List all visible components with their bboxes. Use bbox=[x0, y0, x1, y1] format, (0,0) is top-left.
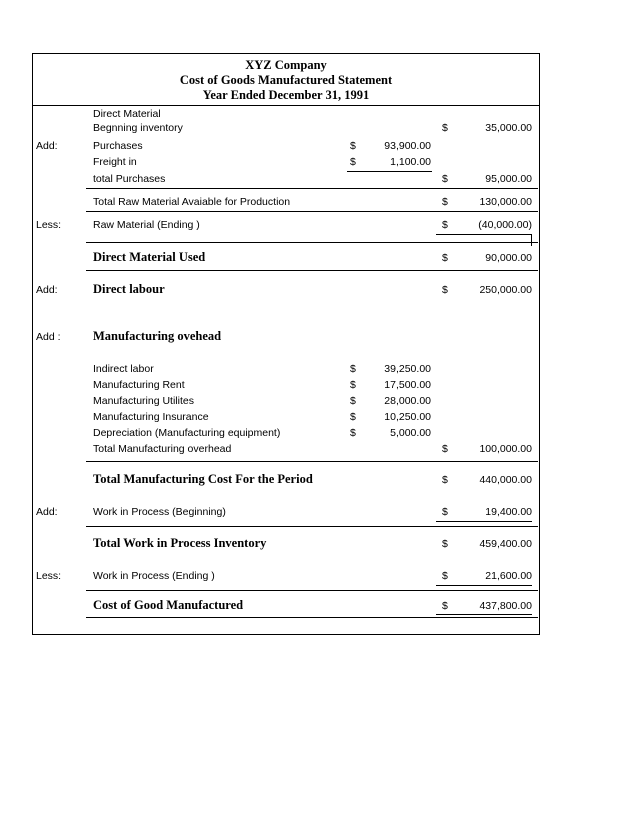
depreciation-amount: 5,000.00 bbox=[390, 427, 431, 439]
company-name: XYZ Company bbox=[245, 58, 327, 72]
total-purchases-label: total Purchases bbox=[93, 173, 166, 185]
freight-in-label: Freight in bbox=[93, 156, 137, 168]
direct-labour-label: Direct labour bbox=[93, 282, 165, 296]
subtotal-underline bbox=[436, 521, 532, 522]
purchases-label: Purchases bbox=[93, 140, 143, 152]
manufacturing-rent-label: Manufacturing Rent bbox=[93, 379, 185, 391]
currency-symbol: $ bbox=[350, 156, 356, 168]
add-prefix: Add : bbox=[36, 331, 61, 343]
wip-beginning-total: 19,400.00 bbox=[485, 506, 532, 518]
currency-symbol: $ bbox=[442, 252, 448, 264]
direct-material-heading: Direct Material bbox=[93, 108, 161, 120]
manufacturing-overhead-label: Manufacturing ovehead bbox=[93, 329, 222, 343]
add-prefix: Add: bbox=[36, 140, 58, 152]
divider bbox=[531, 234, 532, 246]
manufacturing-insurance-amount: 10,250.00 bbox=[384, 411, 431, 423]
direct-labour-total: 250,000.00 bbox=[479, 284, 532, 296]
statement-title: Cost of Goods Manufactured Statement bbox=[179, 73, 393, 87]
currency-symbol: $ bbox=[442, 600, 448, 612]
add-prefix: Add: bbox=[36, 506, 58, 518]
divider bbox=[86, 270, 538, 271]
total-purchases-total: 95,000.00 bbox=[485, 173, 532, 185]
total-wip-total: 459,400.00 bbox=[479, 538, 532, 550]
cogm-total: 437,800.00 bbox=[479, 600, 532, 612]
beginning-inventory-total: 35,000.00 bbox=[485, 122, 532, 134]
currency-symbol: $ bbox=[442, 474, 448, 486]
indirect-labor-label: Indirect labor bbox=[93, 363, 154, 375]
currency-symbol: $ bbox=[442, 122, 448, 134]
currency-symbol: $ bbox=[442, 196, 448, 208]
currency-symbol: $ bbox=[442, 506, 448, 518]
currency-symbol: $ bbox=[442, 219, 448, 231]
subtotal-underline bbox=[436, 234, 532, 235]
beginning-inventory-label: Begnning inventory bbox=[93, 122, 183, 134]
currency-symbol: $ bbox=[350, 395, 356, 407]
less-prefix: Less: bbox=[36, 570, 62, 582]
statement-period: Year Ended December 31, 1991 bbox=[202, 88, 370, 102]
total-overhead-label: Total Manufacturing overhead bbox=[93, 443, 232, 455]
currency-symbol: $ bbox=[350, 411, 356, 423]
divider bbox=[86, 242, 538, 243]
add-prefix: Add: bbox=[36, 284, 58, 296]
currency-symbol: $ bbox=[442, 284, 448, 296]
currency-symbol: $ bbox=[442, 443, 448, 455]
divider bbox=[86, 188, 538, 189]
less-prefix: Less: bbox=[36, 219, 62, 231]
total-manufacturing-cost-label: Total Manufacturing Cost For the Period bbox=[93, 472, 313, 486]
divider bbox=[86, 526, 538, 527]
divider bbox=[86, 211, 538, 212]
total-raw-material-label: Total Raw Material Avaiable for Production bbox=[93, 196, 291, 208]
manufacturing-insurance-label: Manufacturing Insurance bbox=[93, 411, 209, 423]
indirect-labor-amount: 39,250.00 bbox=[384, 363, 431, 375]
raw-material-ending-total: (40,000.00) bbox=[478, 219, 532, 231]
wip-ending-label: Work in Process (Ending ) bbox=[93, 570, 215, 582]
manufacturing-utilities-amount: 28,000.00 bbox=[384, 395, 431, 407]
divider bbox=[86, 461, 538, 462]
manufacturing-rent-amount: 17,500.00 bbox=[384, 379, 431, 391]
wip-ending-total: 21,600.00 bbox=[485, 570, 532, 582]
total-raw-material-total: 130,000.00 bbox=[479, 196, 532, 208]
total-overhead-total: 100,000.00 bbox=[479, 443, 532, 455]
purchases-amount: 93,900.00 bbox=[384, 140, 431, 152]
direct-material-used-label: Direct Material Used bbox=[93, 250, 206, 264]
currency-symbol: $ bbox=[350, 140, 356, 152]
currency-symbol: $ bbox=[442, 538, 448, 550]
currency-symbol: $ bbox=[350, 427, 356, 439]
direct-material-used-total: 90,000.00 bbox=[485, 252, 532, 264]
raw-material-ending-label: Raw Material (Ending ) bbox=[93, 219, 200, 231]
currency-symbol: $ bbox=[442, 173, 448, 185]
wip-beginning-label: Work in Process (Beginning) bbox=[93, 506, 226, 518]
currency-symbol: $ bbox=[442, 570, 448, 582]
depreciation-label: Depreciation (Manufacturing equipment) bbox=[93, 427, 281, 439]
manufacturing-utilities-label: Manufacturing Utilites bbox=[93, 395, 194, 407]
total-wip-label: Total Work in Process Inventory bbox=[93, 536, 267, 550]
freight-in-amount: 1,100.00 bbox=[390, 156, 431, 168]
subtotal-underline bbox=[347, 171, 432, 172]
subtotal-underline bbox=[436, 585, 532, 586]
total-manufacturing-cost-total: 440,000.00 bbox=[479, 474, 532, 486]
statement-header bbox=[33, 54, 539, 106]
currency-symbol: $ bbox=[350, 379, 356, 391]
cogm-label: Cost of Good Manufactured bbox=[93, 598, 244, 612]
divider bbox=[86, 590, 538, 591]
divider bbox=[86, 617, 538, 618]
currency-symbol: $ bbox=[350, 363, 356, 375]
